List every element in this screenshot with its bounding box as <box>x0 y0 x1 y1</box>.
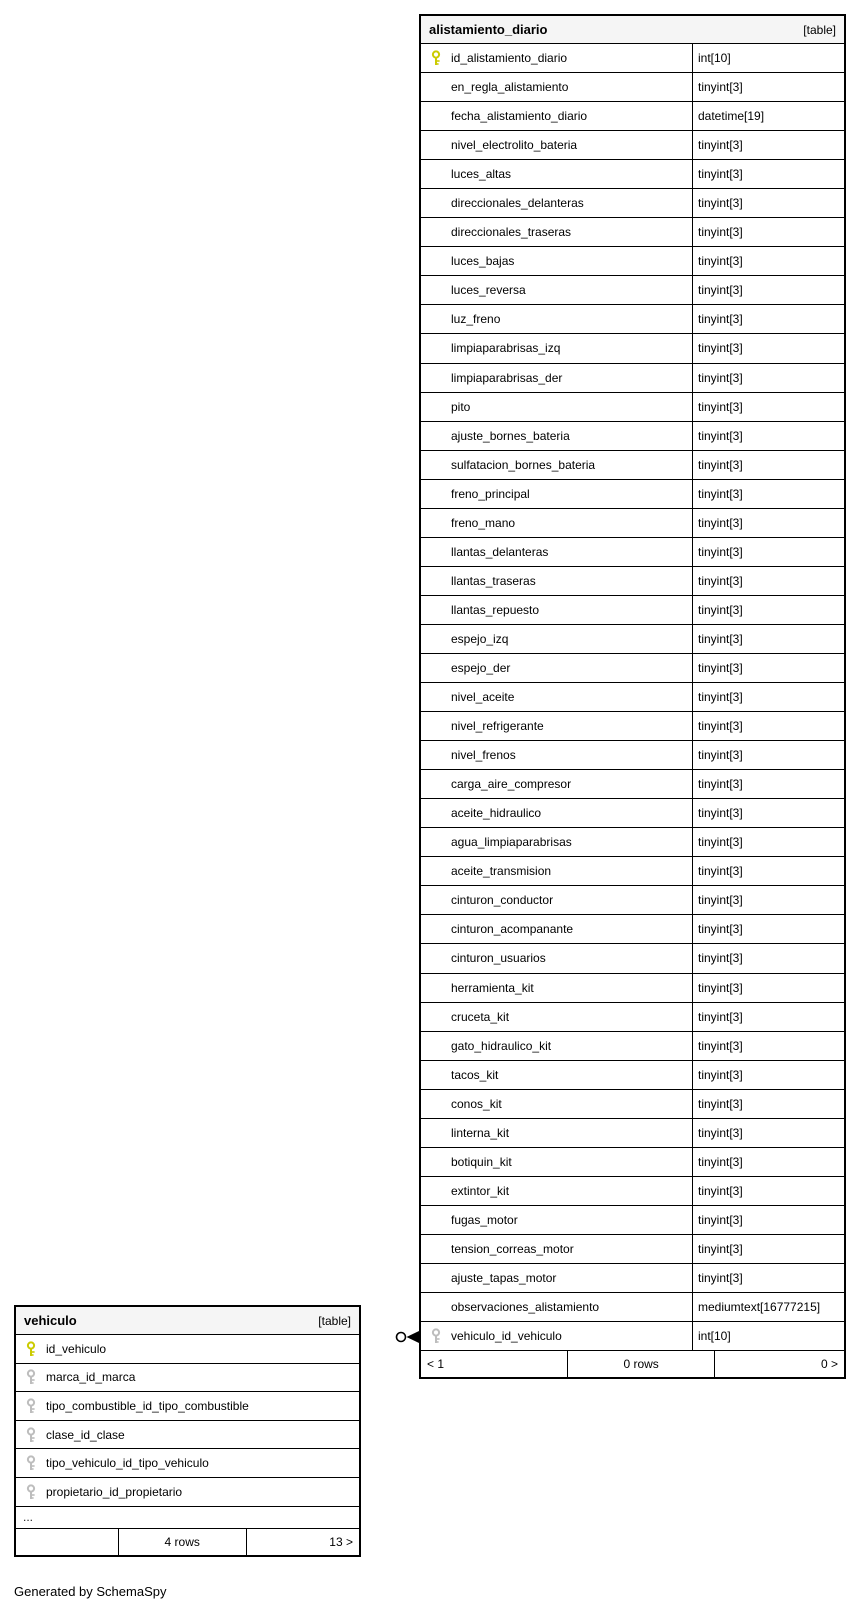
key-slot <box>421 654 451 682</box>
column-name: sulfatacion_bornes_bateria <box>451 457 596 472</box>
column-name: nivel_aceite <box>451 690 515 705</box>
column-name: aceite_transmision <box>451 864 552 879</box>
column-row <box>421 1003 844 1032</box>
column-name: tipo_combustible_id_tipo_combustible <box>46 1398 249 1413</box>
column-type: tinyint[3] <box>692 1177 844 1205</box>
column-type: tinyint[3] <box>692 276 844 304</box>
column-row <box>421 509 844 538</box>
key-slot <box>421 276 451 304</box>
column-type: int[10] <box>692 44 844 72</box>
column-name: fecha_alistamiento_diario <box>451 109 588 124</box>
column-type: tinyint[3] <box>692 944 844 972</box>
column-row <box>421 422 844 451</box>
column-name: observaciones_alistamiento <box>451 1300 600 1315</box>
key-slot <box>421 1119 451 1147</box>
key-slot <box>421 1293 451 1321</box>
column-name: ajuste_tapas_motor <box>451 1270 557 1285</box>
foreign-key-icon <box>26 1455 36 1471</box>
key-slot <box>421 944 451 972</box>
column-name: espejo_der <box>451 661 511 675</box>
column-name: linterna_kit <box>451 1125 510 1140</box>
column-row <box>421 218 844 247</box>
column-type: tinyint[3] <box>692 160 844 188</box>
column-name: extintor_kit <box>451 1183 510 1198</box>
key-slot <box>421 596 451 624</box>
column-type: tinyint[3] <box>692 218 844 246</box>
column-name: freno_mano <box>451 515 516 530</box>
key-slot <box>421 1177 451 1205</box>
column-type: tinyint[3] <box>692 73 844 101</box>
column-row <box>16 1392 359 1421</box>
column-row <box>421 1293 844 1322</box>
footer-parent-count: < 1 <box>427 1357 445 1372</box>
key-slot <box>421 393 451 421</box>
column-row <box>421 828 844 857</box>
column-row <box>16 1507 359 1529</box>
key-slot <box>421 364 451 392</box>
column-name: clase_id_clase <box>46 1427 125 1442</box>
key-slot <box>421 1032 451 1060</box>
column-type: tinyint[3] <box>692 857 844 885</box>
column-name: ajuste_bornes_bateria <box>451 428 570 443</box>
column-row <box>421 857 844 886</box>
column-row <box>421 451 844 480</box>
key-slot <box>421 1322 451 1350</box>
key-slot <box>421 1148 451 1176</box>
column-row <box>421 1032 844 1061</box>
column-row <box>16 1335 359 1364</box>
key-slot <box>421 1090 451 1118</box>
column-row <box>16 1478 359 1507</box>
footer-row-count: 0 rows <box>567 1351 715 1377</box>
key-slot <box>421 974 451 1002</box>
column-type: tinyint[3] <box>692 334 844 362</box>
column-row <box>421 102 844 131</box>
column-name: propietario_id_propietario <box>46 1484 183 1499</box>
key-slot <box>421 915 451 943</box>
key-slot <box>421 1264 451 1292</box>
column-type: datetime[19] <box>692 102 844 130</box>
key-slot <box>421 218 451 246</box>
column-name: cinturon_acompanante <box>451 922 574 937</box>
key-slot <box>421 741 451 769</box>
column-name: gato_hidraulico_kit <box>451 1038 552 1053</box>
key-slot <box>421 480 451 508</box>
column-row <box>421 1235 844 1264</box>
column-name: en_regla_alistamiento <box>451 80 569 95</box>
column-name: conos_kit <box>451 1096 502 1111</box>
column-row <box>421 974 844 1003</box>
key-slot <box>421 828 451 856</box>
key-slot <box>16 1364 46 1392</box>
footer-child-count: 0 > <box>714 1351 844 1377</box>
table-title[interactable]: vehiculo <box>24 1313 77 1328</box>
column-name: pito <box>451 399 471 414</box>
key-slot <box>421 625 451 653</box>
column-row <box>16 1449 359 1478</box>
column-type: tinyint[3] <box>692 480 844 508</box>
column-name: fugas_motor <box>451 1212 518 1227</box>
footer-child-count: 13 > <box>246 1529 359 1555</box>
column-row <box>421 1177 844 1206</box>
column-name: direccionales_delanteras <box>451 196 584 211</box>
column-type: tinyint[3] <box>692 364 844 392</box>
column-name: cinturon_conductor <box>451 893 554 908</box>
column-type: tinyint[3] <box>692 1206 844 1234</box>
key-slot <box>16 1449 46 1477</box>
table-vehiculo <box>14 1305 361 1557</box>
column-type: tinyint[3] <box>692 1061 844 1089</box>
column-type: mediumtext[16777215] <box>692 1293 844 1321</box>
column-name: agua_limpiaparabrisas <box>451 835 572 850</box>
key-slot <box>421 770 451 798</box>
key-slot <box>421 160 451 188</box>
foreign-key-icon <box>26 1484 36 1500</box>
column-type: tinyint[3] <box>692 625 844 653</box>
key-slot <box>421 1003 451 1031</box>
foreign-key-icon <box>431 1328 441 1344</box>
column-name: tacos_kit <box>451 1067 499 1082</box>
column-name: luces_altas <box>451 167 512 182</box>
column-name: llantas_delanteras <box>451 544 549 559</box>
column-name: tension_correas_motor <box>451 1241 574 1256</box>
column-type: tinyint[3] <box>692 393 844 421</box>
column-name: espejo_izq <box>451 631 509 646</box>
column-row <box>421 799 844 828</box>
column-type: tinyint[3] <box>692 247 844 275</box>
column-type: tinyint[3] <box>692 451 844 479</box>
crow-foot-arrow-icon <box>394 1329 420 1345</box>
table-type-tag: [table] <box>803 22 836 37</box>
key-slot <box>421 1206 451 1234</box>
table-footer <box>421 1351 844 1377</box>
column-row <box>421 247 844 276</box>
column-name: ... <box>23 1510 34 1525</box>
key-slot <box>421 857 451 885</box>
column-row <box>421 393 844 422</box>
foreign-key-icon <box>26 1398 36 1414</box>
key-slot <box>421 712 451 740</box>
column-type: tinyint[3] <box>692 422 844 450</box>
column-name: freno_principal <box>451 486 530 501</box>
column-rows <box>421 44 844 1351</box>
column-row <box>421 334 844 363</box>
table-header[interactable] <box>421 16 844 44</box>
key-slot <box>16 1421 46 1449</box>
column-type: tinyint[3] <box>692 305 844 333</box>
foreign-key-icon <box>26 1369 36 1385</box>
column-type: tinyint[3] <box>692 131 844 159</box>
column-row <box>421 1206 844 1235</box>
column-row <box>421 944 844 973</box>
column-row <box>421 305 844 334</box>
column-type: tinyint[3] <box>692 741 844 769</box>
column-row <box>421 1090 844 1119</box>
key-slot <box>421 422 451 450</box>
table-header[interactable] <box>16 1307 359 1335</box>
column-row <box>421 1119 844 1148</box>
key-slot <box>421 1235 451 1263</box>
key-slot <box>421 44 451 72</box>
column-name: botiquin_kit <box>451 1154 512 1169</box>
column-row <box>421 915 844 944</box>
column-row <box>16 1364 359 1393</box>
column-name: herramienta_kit <box>451 980 534 995</box>
primary-key-icon <box>431 50 441 66</box>
column-type: tinyint[3] <box>692 538 844 566</box>
column-row <box>421 480 844 509</box>
column-row <box>421 625 844 654</box>
column-row <box>421 364 844 393</box>
column-row <box>16 1421 359 1450</box>
column-type: tinyint[3] <box>692 509 844 537</box>
column-type: tinyint[3] <box>692 1090 844 1118</box>
key-slot <box>421 886 451 914</box>
column-name: limpiaparabrisas_izq <box>451 341 561 356</box>
column-name: id_vehiculo <box>46 1341 107 1356</box>
column-type: tinyint[3] <box>692 1003 844 1031</box>
column-name: aceite_hidraulico <box>451 806 542 821</box>
footer-parent-count <box>16 1529 118 1555</box>
column-row <box>421 538 844 567</box>
column-name: nivel_frenos <box>451 748 516 763</box>
column-row <box>421 712 844 741</box>
column-name: nivel_electrolito_bateria <box>451 138 578 153</box>
column-row <box>421 73 844 102</box>
column-row <box>421 1264 844 1293</box>
key-slot <box>421 334 451 362</box>
table-title[interactable]: alistamiento_diario <box>429 22 548 37</box>
key-slot <box>421 73 451 101</box>
key-slot <box>16 1335 46 1363</box>
column-name: marca_id_marca <box>46 1370 136 1385</box>
column-type: tinyint[3] <box>692 1119 844 1147</box>
column-row <box>421 683 844 712</box>
column-name: cinturon_usuarios <box>451 951 546 966</box>
column-type: tinyint[3] <box>692 189 844 217</box>
column-type: tinyint[3] <box>692 770 844 798</box>
table-alistamiento-diario <box>419 14 846 1379</box>
key-slot <box>421 451 451 479</box>
key-slot <box>16 1478 46 1506</box>
column-type: tinyint[3] <box>692 1264 844 1292</box>
column-row <box>421 44 844 73</box>
column-name: cruceta_kit <box>451 1009 510 1024</box>
footer-row-count: 4 rows <box>118 1529 246 1555</box>
primary-key-icon <box>26 1341 36 1357</box>
column-row <box>421 1148 844 1177</box>
column-type: tinyint[3] <box>692 974 844 1002</box>
column-name: nivel_refrigerante <box>451 719 544 734</box>
column-name: id_alistamiento_diario <box>451 51 568 66</box>
column-row <box>421 567 844 596</box>
key-slot <box>421 247 451 275</box>
column-row <box>421 276 844 305</box>
column-type: tinyint[3] <box>692 799 844 827</box>
column-type: int[10] <box>692 1322 844 1350</box>
column-row <box>421 1322 844 1351</box>
key-slot <box>16 1392 46 1420</box>
column-type: tinyint[3] <box>692 828 844 856</box>
key-slot <box>421 538 451 566</box>
column-row <box>421 189 844 218</box>
column-row <box>421 160 844 189</box>
column-type: tinyint[3] <box>692 654 844 682</box>
key-slot <box>421 1061 451 1089</box>
column-name: llantas_traseras <box>451 573 536 588</box>
column-name: luces_reversa <box>451 283 526 298</box>
column-type: tinyint[3] <box>692 712 844 740</box>
column-type: tinyint[3] <box>692 886 844 914</box>
column-row <box>421 741 844 770</box>
column-name: carga_aire_compresor <box>451 777 572 792</box>
key-slot <box>421 799 451 827</box>
column-name: llantas_repuesto <box>451 602 540 617</box>
column-row <box>421 1061 844 1090</box>
column-row <box>421 131 844 160</box>
column-name: luces_bajas <box>451 254 515 269</box>
column-rows <box>16 1335 359 1529</box>
column-name: limpiaparabrisas_der <box>451 370 563 385</box>
key-slot <box>421 131 451 159</box>
column-name: vehiculo_id_vehiculo <box>451 1329 562 1344</box>
column-type: tinyint[3] <box>692 1235 844 1263</box>
key-slot <box>421 189 451 217</box>
column-row <box>421 886 844 915</box>
column-type: tinyint[3] <box>692 596 844 624</box>
key-slot <box>421 305 451 333</box>
fk-relationship-connector <box>394 1329 420 1345</box>
column-type: tinyint[3] <box>692 1148 844 1176</box>
key-slot <box>421 509 451 537</box>
column-name: direccionales_traseras <box>451 225 572 240</box>
column-type: tinyint[3] <box>692 683 844 711</box>
column-type: tinyint[3] <box>692 915 844 943</box>
column-type: tinyint[3] <box>692 1032 844 1060</box>
column-type: tinyint[3] <box>692 567 844 595</box>
column-name: luz_freno <box>451 312 501 327</box>
column-row <box>421 770 844 799</box>
column-row <box>421 596 844 625</box>
key-slot <box>421 102 451 130</box>
column-row <box>421 654 844 683</box>
table-footer <box>16 1529 359 1555</box>
column-name: tipo_vehiculo_id_tipo_vehiculo <box>46 1456 209 1471</box>
key-slot <box>421 567 451 595</box>
table-type-tag: [table] <box>318 1313 351 1328</box>
foreign-key-icon <box>26 1427 36 1443</box>
key-slot <box>421 683 451 711</box>
generated-by-note: Generated by SchemaSpy <box>14 1584 167 1599</box>
